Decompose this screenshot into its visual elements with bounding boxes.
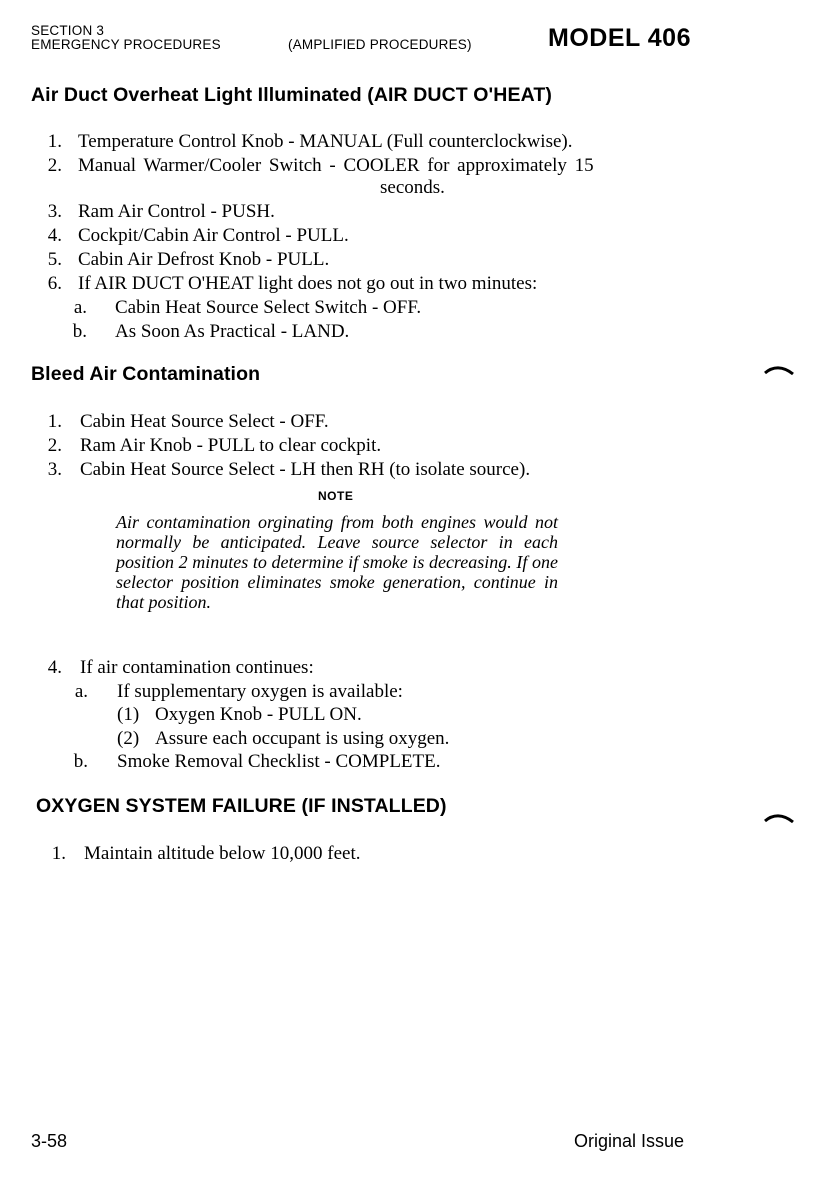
revision-tab-mark [763,812,795,826]
air-duct-heading: Air Duct Overheat Light Illuminated (AIR DUCT O'HEAT) [31,84,552,106]
model-label: MODEL 406 [548,24,691,52]
page-number: 3-58 [31,1131,68,1151]
subtitle-label: (AMPLIFIED PROCEDURES) [288,37,472,52]
note-title: NOTE [318,489,354,503]
issue-label: Original Issue [574,1131,685,1151]
list-item-continuation: seconds. [380,177,445,198]
note-body: Air contamination orginating from both engines would not normally be anticipated. Leave source selector in each position 2 minutes to determine if smoke is decreasing. If one selector position eliminates smoke generation, continue in that position. [116,512,558,612]
section-label: SECTION 3 [31,23,105,38]
bleed-air-heading: Bleed Air Contamination [31,363,261,385]
chapter-label: EMERGENCY PROCEDURES [31,37,221,52]
revision-tab-mark [763,364,795,378]
oxygen-heading: OXYGEN SYSTEM FAILURE (IF INSTALLED) [36,795,447,817]
